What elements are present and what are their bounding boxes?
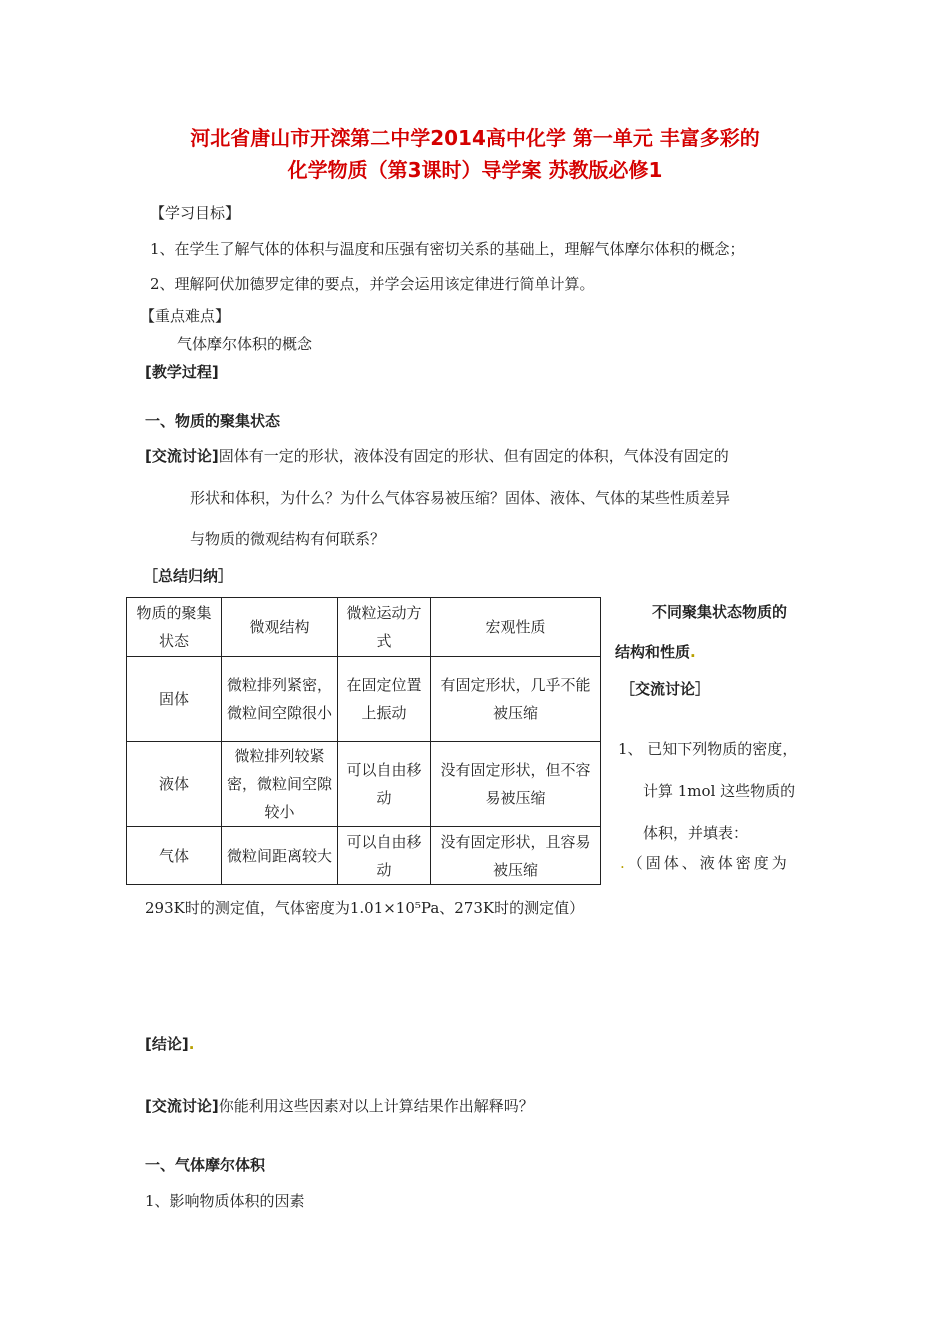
states-table: [126, 597, 601, 885]
process-heading: [教学过程]: [145, 363, 219, 381]
table-cell: 没有固定形状，且容易被压缩: [431, 827, 601, 885]
discussion1-line1: [145, 445, 729, 466]
table-cell: 没有固定形状，但不容易被压缩: [431, 742, 601, 827]
table-cell: 气体: [127, 827, 222, 885]
side-q1-line1: 1、 已知下列物质的密度，: [618, 740, 798, 758]
table-header-cell: 微观结构: [222, 598, 338, 657]
discussion1-line2: 形状和体积，为什么？为什么气体容易被压缩？固体、液体、气体的某些性质差异: [190, 489, 731, 507]
table-header-row: [127, 598, 601, 657]
side-caption-line2: 结构和性质.: [615, 643, 696, 661]
discussion2-label: [交流讨论]: [145, 1097, 219, 1115]
table-cell: 在固定位置上振动: [338, 657, 431, 742]
objectives-heading: 【学习目标】: [150, 204, 241, 222]
conclusion-text: [结论]: [145, 1035, 189, 1053]
side-caption-text: 结构和性质: [615, 643, 691, 661]
section1-heading: 一、物质的聚集状态: [145, 412, 281, 430]
side-q1-line4-text: （固体、液体密度为: [627, 854, 790, 872]
table-cell: 有固定形状，几乎不能被压缩: [431, 657, 601, 742]
side-q1-line2: 计算 1mol 这些物质的: [643, 782, 796, 800]
key-points-heading: 【重点难点】: [140, 307, 231, 325]
doc-title-line1: 河北省唐山市开滦第二中学2014高中化学 第一单元 丰富多彩的: [190, 126, 760, 150]
objective-item-2: 2、理解阿伏加德罗定律的要点，并学会运用该定律进行简单计算。: [150, 275, 595, 293]
discussion1-label: [交流讨论]: [145, 447, 219, 465]
side-discussion-heading: ［交流讨论］: [620, 680, 711, 698]
table-cell: 微粒排列较紧密，微粒间空隙较小: [222, 742, 338, 827]
density-note: 293K时的测定值，气体密度为1.01×10⁵Pa、273K时的测定值）: [145, 899, 585, 917]
discussion2: [145, 1095, 534, 1116]
side-q1-line3: 体积，并填表：: [643, 824, 749, 842]
table-cell: 微粒排列紧密，微粒间空隙很小: [222, 657, 338, 742]
table-cell: 液体: [127, 742, 222, 827]
table-cell: 可以自由移动: [338, 742, 431, 827]
conclusion-label: [结论].: [145, 1035, 195, 1053]
doc-title-line2: 化学物质（第3课时）导学案 苏教版必修1: [287, 158, 663, 182]
objective-item-1: 1、在学生了解气体的体积与温度和压强有密切关系的基础上，理解气体摩尔体积的概念；: [150, 240, 745, 258]
table-row: [127, 742, 601, 827]
discussion1-line3: 与物质的微观结构有何联系？: [190, 530, 386, 548]
key-points-text: 气体摩尔体积的概念: [177, 335, 313, 353]
table-cell: 微粒间距离较大: [222, 827, 338, 885]
table-header-cell: 物质的聚集状态: [127, 598, 222, 657]
side-caption-line1: 不同聚集状态物质的: [652, 603, 788, 621]
table-row: [127, 827, 601, 885]
table-header-cell: 微粒运动方式: [338, 598, 431, 657]
summary-heading: ［总结归纳］: [143, 567, 234, 585]
factors-item: 1、影响物质体积的因素: [145, 1192, 305, 1210]
discussion1-text1: 固体有一定的形状，液体没有固定的形状、但有固定的体积，气体没有固定的: [218, 447, 729, 465]
table-cell: 可以自由移动: [338, 827, 431, 885]
side-q1-line4: .（固体、液体密度为: [620, 854, 790, 872]
section2-heading: 一、气体摩尔体积: [145, 1156, 266, 1174]
table-cell: 固体: [127, 657, 222, 742]
table-row: [127, 657, 601, 742]
discussion2-text: 你能利用这些因素对以上计算结果作出解释吗？: [218, 1097, 534, 1115]
table-header-cell: 宏观性质: [431, 598, 601, 657]
